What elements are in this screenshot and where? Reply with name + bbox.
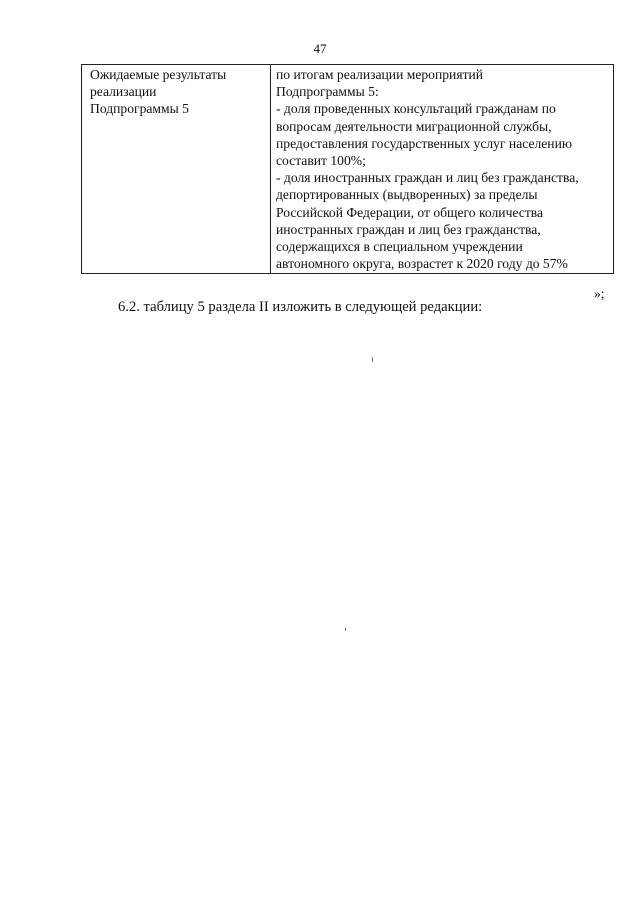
value-line: Российской Федерации, от общего количества bbox=[276, 204, 544, 220]
value-line: - доля иностранных граждан и лиц без гражданства, bbox=[276, 170, 579, 186]
label-cell bbox=[82, 65, 271, 274]
scan-speck bbox=[372, 357, 373, 362]
value-line: автономного округа, возрастет к 2020 году до 57% bbox=[276, 256, 568, 272]
page-number: 47 bbox=[313, 41, 327, 56]
value-line: составит 100%; bbox=[276, 153, 366, 169]
value-line: - доля проведенных консультаций гражданам по bbox=[276, 101, 556, 117]
table-row bbox=[82, 65, 614, 274]
value-line: иностранных граждан и лиц без гражданства, bbox=[276, 221, 541, 237]
scan-speck bbox=[345, 628, 346, 631]
value-line: Подпрограммы 5: bbox=[276, 84, 379, 100]
closing-quote-mark: »; bbox=[594, 286, 605, 301]
value-line: вопросам деятельности миграционной службы, bbox=[276, 118, 552, 134]
label-line: реализации bbox=[90, 84, 157, 100]
value-line: содержащихся в специальном учреждении bbox=[276, 239, 523, 255]
value-cell bbox=[271, 65, 614, 274]
value-line: депортированных (выдворенных) за пределы bbox=[276, 187, 538, 203]
value-line: предоставления государственных услуг населению bbox=[276, 135, 572, 151]
label-line: Ожидаемые результаты bbox=[90, 67, 227, 82]
amendment-paragraph: 6.2. таблицу 5 раздела II изложить в следующей редакции: bbox=[118, 299, 483, 315]
results-table bbox=[81, 64, 614, 274]
value-line: по итогам реализации мероприятий bbox=[276, 67, 484, 82]
label-line: Подпрограммы 5 bbox=[90, 101, 189, 117]
